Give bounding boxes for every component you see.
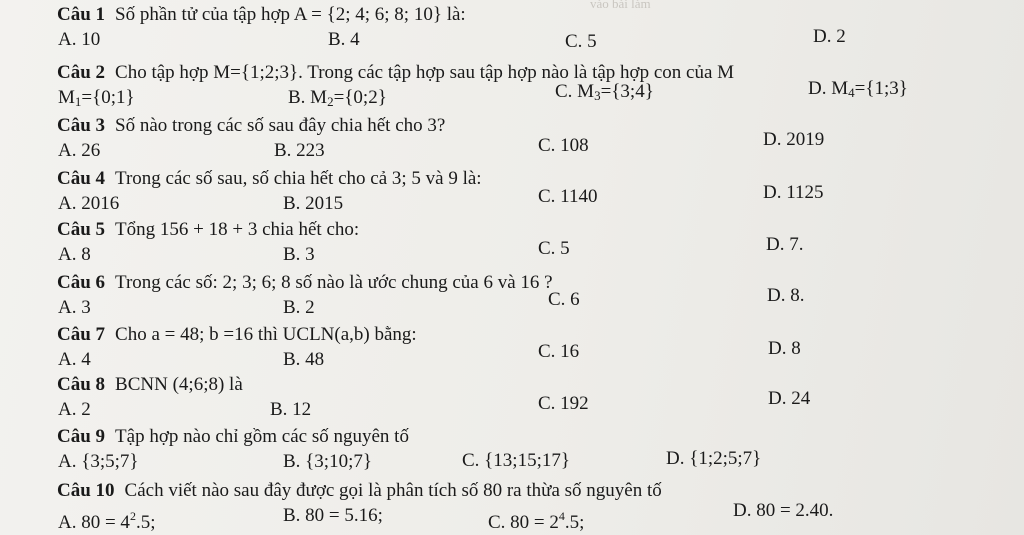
- option-a: A. 2: [58, 399, 91, 420]
- option-a: A. 4: [58, 349, 91, 370]
- question-number: Câu 7: [57, 324, 106, 345]
- option-c: [488, 505, 584, 534]
- option-b: B. 223: [274, 140, 325, 161]
- option-b: B. 12: [270, 399, 312, 420]
- question-10-title: [57, 480, 662, 502]
- option-c-rest: .5;: [564, 512, 585, 533]
- option-c: C. 1140: [538, 186, 598, 207]
- question-number: Câu 2: [57, 62, 106, 83]
- option-c: [555, 81, 654, 107]
- question-number: Câu 3: [57, 115, 106, 136]
- question-number: Câu 5: [57, 219, 106, 240]
- option-b: B. 80 = 5.16;: [283, 505, 383, 526]
- option-a-subscript: 1: [74, 94, 82, 109]
- option-d: D. 2019: [763, 129, 825, 150]
- option-d: D. 2: [813, 26, 846, 47]
- option-c: C. 5: [565, 31, 597, 52]
- option-b: B. 3: [283, 244, 315, 265]
- option-d-rest: ={1;3}: [854, 78, 908, 99]
- option-b: [288, 87, 387, 113]
- question-1-title: [57, 4, 466, 26]
- option-c-base: C. 80 = 2: [488, 512, 559, 533]
- option-a: A. 10: [58, 29, 101, 50]
- option-d: D. 8.: [767, 285, 805, 306]
- option-a: A. 3: [58, 297, 91, 318]
- question-text: Tổng 156 + 18 + 3 chia hết cho:: [115, 219, 360, 240]
- option-a: [58, 505, 155, 534]
- question-number: Câu 9: [57, 426, 106, 447]
- question-text: Số nào trong các số sau đây chia hết cho 3?: [115, 115, 446, 136]
- question-6-title: [57, 272, 553, 294]
- question-7-title: [57, 324, 417, 346]
- question-number: Câu 1: [57, 4, 106, 25]
- option-b: B. 2: [283, 297, 315, 318]
- option-a: A. 2016: [58, 193, 120, 214]
- question-7: [0, 324, 1024, 378]
- option-d-subscript: 4: [848, 85, 855, 100]
- question-5: [0, 219, 1024, 273]
- question-3: [0, 115, 1024, 169]
- option-a-rest: ={0;1}: [81, 87, 135, 108]
- option-b: B. 4: [328, 29, 360, 50]
- option-c: C. {13;15;17}: [462, 450, 570, 471]
- option-b-subscript: 2: [327, 94, 334, 109]
- option-c-base: C. M: [555, 81, 595, 102]
- option-a: [58, 87, 135, 113]
- header-fragment: vào bài làm: [590, 0, 651, 11]
- option-a-exponent: 2: [129, 509, 136, 523]
- option-b: B. 2015: [283, 193, 344, 214]
- option-c: C. 16: [538, 341, 580, 362]
- question-text: Tập hợp nào chỉ gồm các số nguyên tố: [115, 426, 409, 447]
- option-a: A. {3;5;7}: [58, 451, 139, 472]
- question-8-title: [57, 374, 243, 396]
- question-text: Cho tập hợp M={1;2;3}. Trong các tập hợp sau tập hợp nào là tập hợp con của M: [115, 62, 735, 83]
- option-b: B. 48: [283, 349, 325, 370]
- option-b: B. {3;10;7}: [283, 451, 372, 472]
- question-number: Câu 6: [57, 272, 106, 293]
- option-d-base: D. M: [808, 78, 849, 99]
- option-d: D. 7.: [766, 234, 804, 255]
- option-c: C. 192: [538, 393, 589, 414]
- option-c-exponent: 4: [558, 509, 565, 523]
- option-c-subscript: 3: [594, 88, 601, 103]
- question-2: [0, 62, 1024, 116]
- question-1: [0, 4, 1024, 58]
- option-c-rest: ={3;4}: [600, 81, 654, 102]
- option-c: C. 108: [538, 135, 589, 156]
- option-a-base: A. 80 = 4: [58, 512, 130, 533]
- question-4: [0, 168, 1024, 222]
- question-10: [0, 480, 1024, 534]
- question-text: Trong các số sau, số chia hết cho cả 3; 5 và 9 là:: [115, 168, 482, 189]
- question-number: Câu 8: [57, 374, 106, 395]
- question-9: [0, 426, 1024, 480]
- option-d: D. 8: [768, 338, 801, 359]
- question-text: Cách viết nào sau đây được gọi là phân tích số 80 ra thừa số nguyên tố: [124, 480, 662, 501]
- option-d: [808, 78, 908, 104]
- option-d: D. 80 = 2.40.: [733, 500, 834, 521]
- option-d: D. {1;2;5;7}: [666, 448, 762, 469]
- question-3-title: [57, 115, 445, 137]
- question-text: Cho a = 48; b =16 thì UCLN(a,b) bằng:: [115, 324, 417, 345]
- option-a-base: M: [58, 87, 75, 108]
- question-text: Trong các số: 2; 3; 6; 8 số nào là ước chung của 6 và 16 ?: [115, 272, 553, 293]
- option-c: C. 6: [548, 289, 580, 310]
- question-4-title: [57, 168, 482, 190]
- option-b-rest: ={0;2}: [333, 87, 387, 108]
- question-text: Số phần tử của tập hợp A = {2; 4; 6; 8; 10} là:: [115, 4, 466, 25]
- option-d: D. 24: [768, 388, 811, 409]
- option-a: A. 26: [58, 140, 101, 161]
- question-text: BCNN (4;6;8) là: [115, 374, 243, 395]
- question-8: [0, 374, 1024, 428]
- question-number: Câu 4: [57, 168, 106, 189]
- question-number: Câu 10: [57, 480, 115, 501]
- question-6: [0, 272, 1024, 326]
- option-a-rest: .5;: [135, 512, 156, 533]
- option-d: D. 1125: [763, 182, 824, 203]
- question-5-title: [57, 219, 359, 241]
- option-b-base: B. M: [288, 87, 328, 108]
- question-9-title: [57, 426, 409, 448]
- option-a: A. 8: [58, 244, 91, 265]
- option-c: C. 5: [538, 238, 570, 259]
